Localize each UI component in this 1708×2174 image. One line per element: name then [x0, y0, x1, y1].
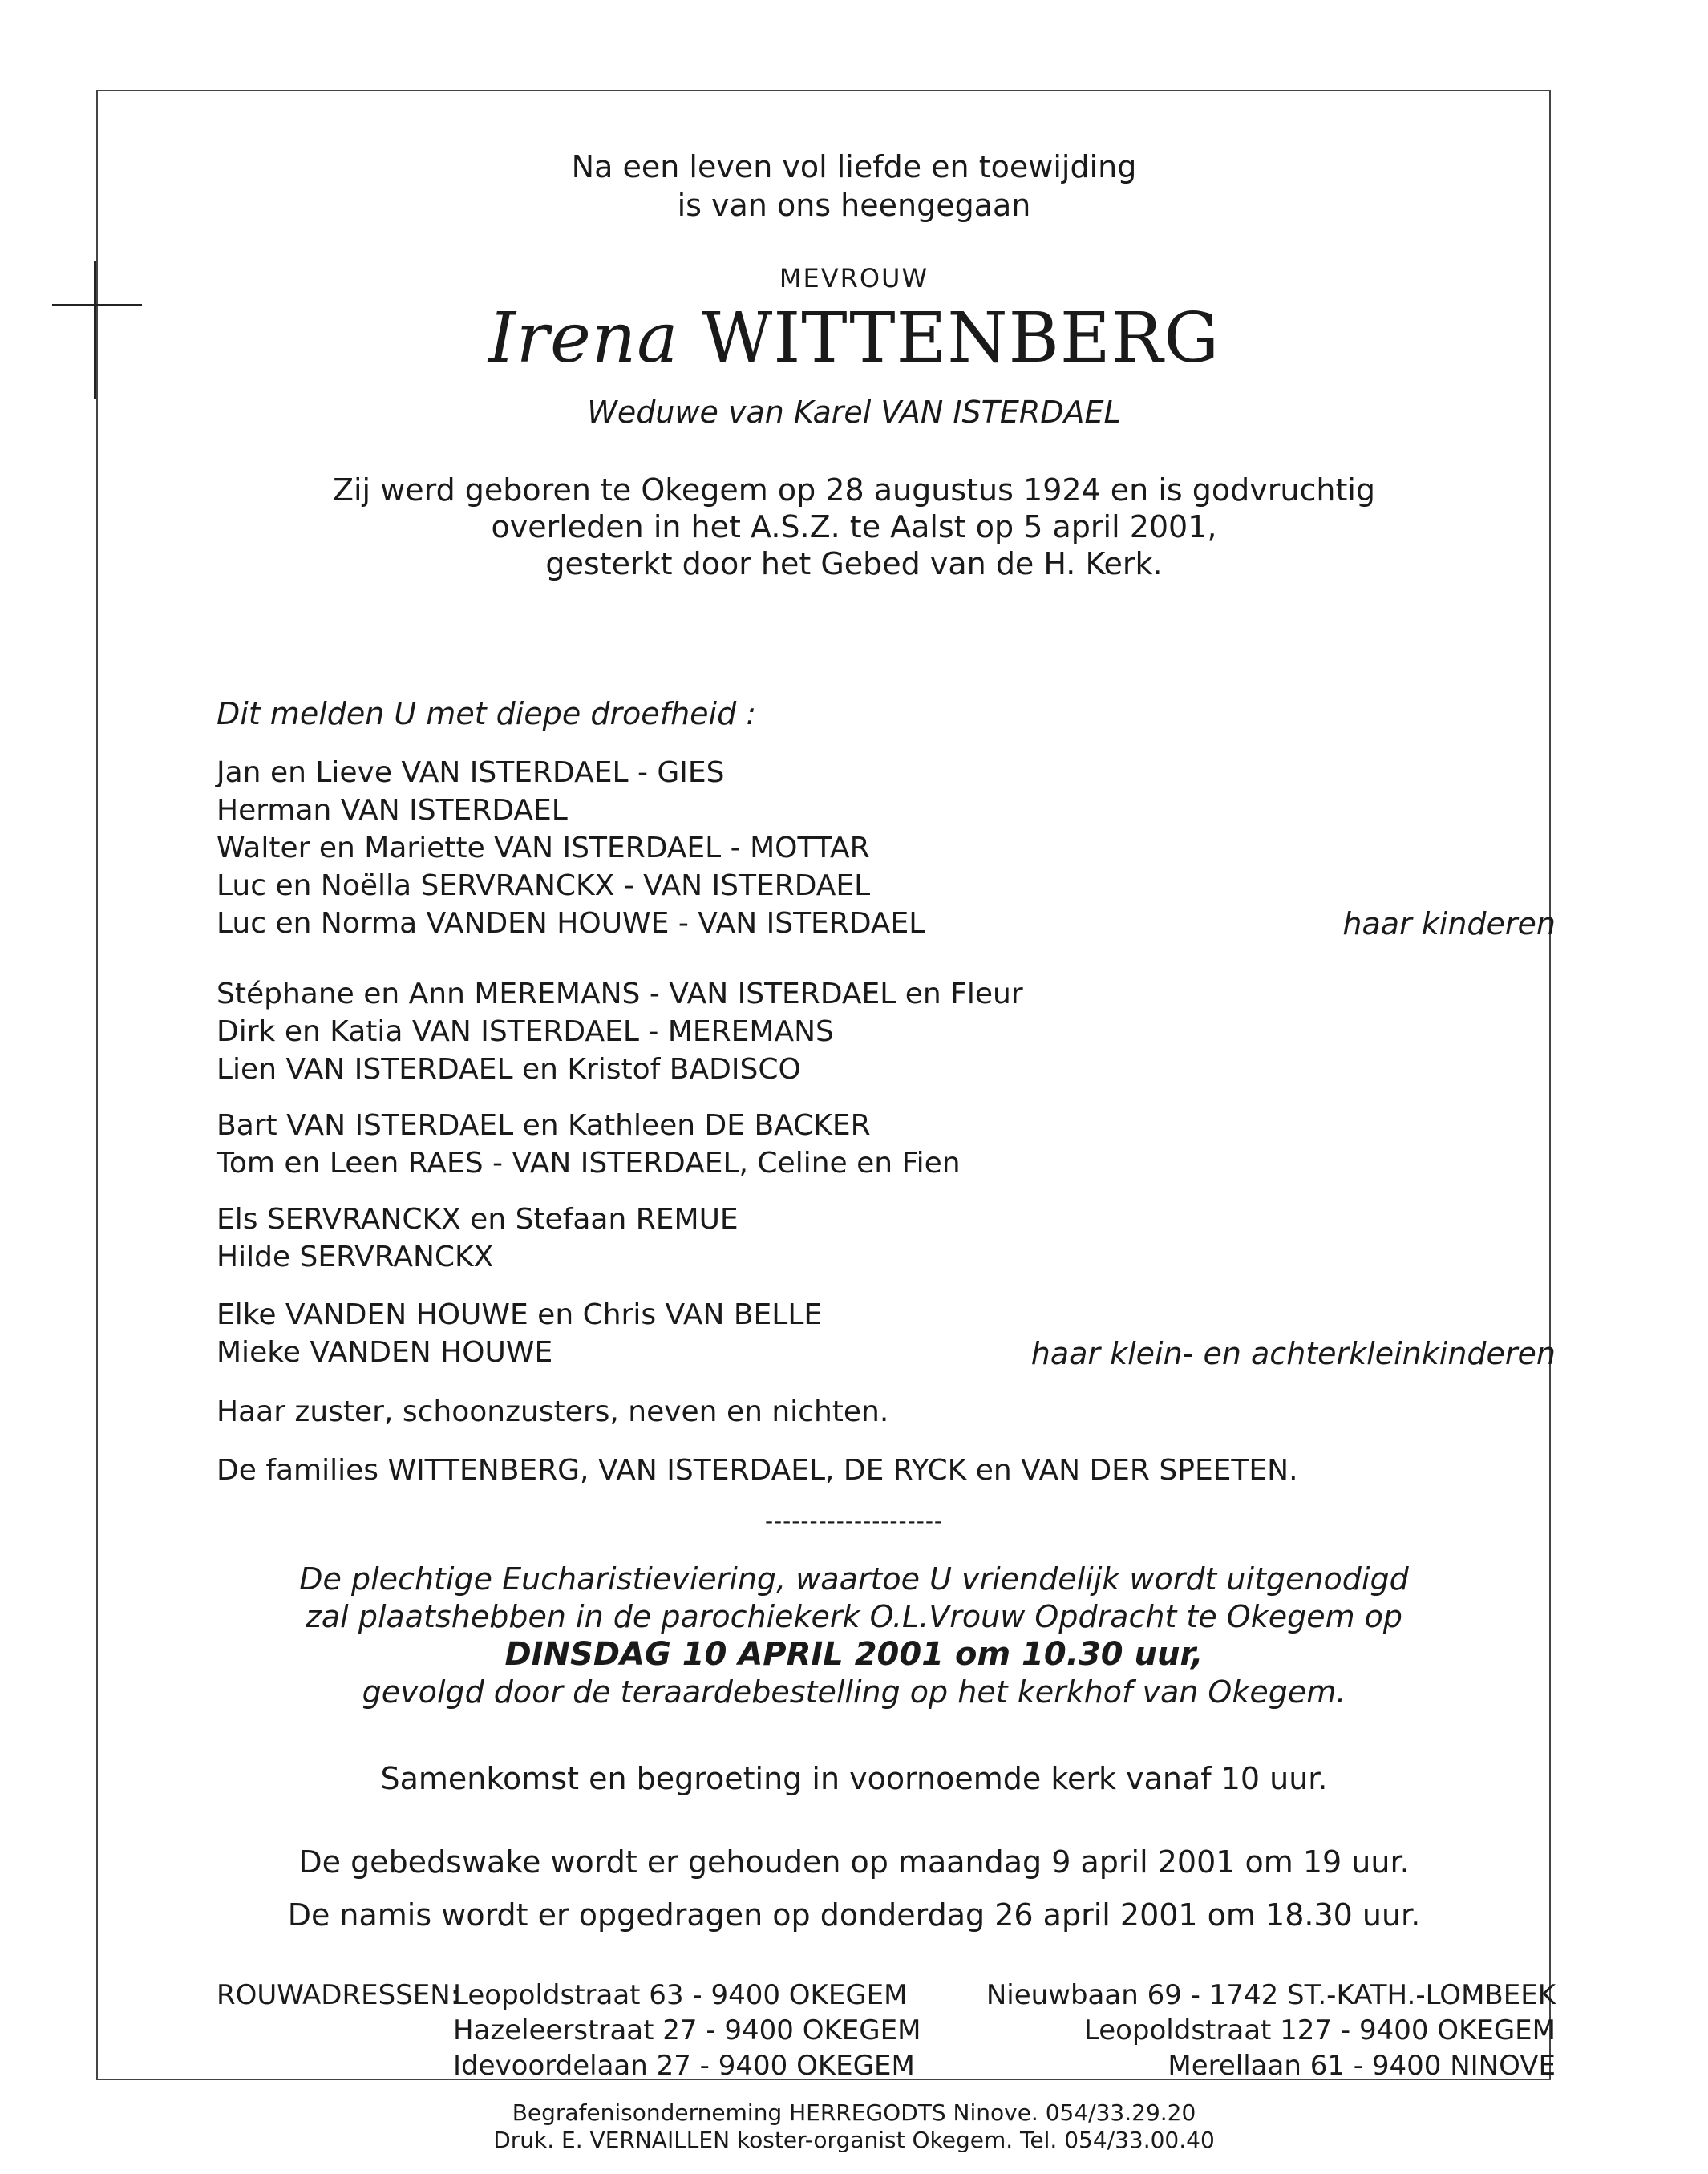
- children-list: [217, 754, 925, 942]
- families: De families WITTENBERG, VAN ISTERDAEL, DE RYCK en VAN DER SPEETEN.: [217, 1454, 1298, 1487]
- address: Nieuwbaan 69 - 1742 ST.-KATH.-LOMBEEK: [986, 1979, 1556, 2011]
- mass-line: zal plaatshebben in de parochiekerk O.L.Vrouw Opdracht te Okegem op: [305, 1599, 1403, 1634]
- widow-of: Weduwe van Karel VAN ISTERDAEL: [587, 395, 1121, 430]
- list-item: Elke VANDEN HOUWE en Chris VAN BELLE: [217, 1298, 823, 1331]
- intro-line: Na een leven vol liefde en toewijding: [571, 149, 1137, 184]
- mass-line: De plechtige Eucharistieviering, waartoe U vriendelijk wordt uitgenodigd: [299, 1561, 1409, 1597]
- list-item: Bart VAN ISTERDAEL en Kathleen DE BACKER: [217, 1109, 871, 1142]
- birth-death-line: overleden in het A.S.Z. te Aalst op 5 april 2001,: [491, 509, 1217, 545]
- deceased-last-name: WITTENBERG: [701, 298, 1220, 379]
- footer: [0, 2099, 1708, 2154]
- list-item: Lien VAN ISTERDAEL en Kristof BADISCO: [217, 1053, 801, 1086]
- mass-line: gevolgd door de teraardebestelling op het kerkhof van Okegem.: [362, 1674, 1346, 1710]
- intro-line: is van ons heengegaan: [677, 188, 1031, 223]
- grandchildren-group: [217, 1296, 822, 1371]
- mass-date: DINSDAG 10 APRIL 2001 om 10.30 uur,: [504, 1636, 1204, 1673]
- salutation: MEVROUW: [779, 263, 929, 294]
- deceased-name: [0, 298, 1708, 379]
- list-item: Jan en Lieve VAN ISTERDAEL - GIES: [217, 756, 725, 789]
- birth-death-text: [0, 472, 1708, 582]
- address: Idevoordelaan 27 - 9400 OKEGEM: [453, 2050, 915, 2082]
- list-item: Mieke VANDEN HOUWE: [217, 1336, 553, 1369]
- address: Hazeleerstraat 27 - 9400 OKEGEM: [453, 2014, 921, 2046]
- list-item: Hilde SERVRANCKX: [217, 1241, 494, 1273]
- addresses-label: ROUWADRESSEN:: [217, 1979, 460, 2011]
- children-label: haar kinderen: [1342, 906, 1556, 941]
- address: Merellaan 61 - 9400 NINOVE: [1168, 2050, 1556, 2082]
- list-item: Dirk en Katia VAN ISTERDAEL - MEREMANS: [217, 1015, 834, 1048]
- vigil-text: De gebedswake wordt er gehouden op maandag 9 april 2001 om 19 uur.: [298, 1844, 1410, 1880]
- separator: --------------------: [764, 1508, 944, 1534]
- grandchildren-group: [217, 975, 1023, 1088]
- announcement: Dit melden U met diepe droefheid :: [217, 696, 757, 731]
- address: Leopoldstraat 63 - 9400 OKEGEM: [453, 1979, 908, 2011]
- addresses-left: [453, 1978, 921, 2083]
- month-mass-text: De namis wordt er opgedragen op donderdag 26 april 2001 om 18.30 uur.: [287, 1897, 1421, 1933]
- list-item: Stéphane en Ann MEREMANS - VAN ISTERDAEL en Fleur: [217, 978, 1023, 1010]
- list-item: Luc en Noëlla SERVRANCKX - VAN ISTERDAEL: [217, 869, 871, 902]
- list-item: Els SERVRANCKX en Stefaan REMUE: [217, 1203, 739, 1236]
- list-item: Luc en Norma VANDEN HOUWE - VAN ISTERDAEL: [217, 907, 925, 940]
- gathering-text: Samenkomst en begroeting in voornoemde kerk vanaf 10 uur.: [380, 1761, 1328, 1796]
- grandchildren-label: haar klein- en achterkleinkinderen: [1030, 1336, 1556, 1371]
- footer-line: Druk. E. VERNAILLEN koster-organist Okegem. Tel. 054/33.00.40: [493, 2127, 1215, 2153]
- deceased-first-name: Irena: [488, 298, 679, 379]
- grandchildren-group: [217, 1200, 739, 1276]
- footer-line: Begrafenisonderneming HERREGODTS Ninove. 054/33.29.20: [512, 2099, 1196, 2126]
- mass-invitation: [0, 1561, 1708, 1711]
- address: Leopoldstraat 127 - 9400 OKEGEM: [1083, 2014, 1556, 2046]
- list-item: Tom en Leen RAES - VAN ISTERDAEL, Celine en Fien: [217, 1147, 961, 1180]
- list-item: Walter en Mariette VAN ISTERDAEL - MOTTAR: [217, 832, 870, 864]
- relatives: Haar zuster, schoonzusters, neven en nichten.: [217, 1395, 889, 1428]
- grandchildren-group: [217, 1107, 961, 1182]
- list-item: Herman VAN ISTERDAEL: [217, 794, 568, 827]
- intro-text: [0, 148, 1708, 225]
- birth-death-line: gesterkt door het Gebed van de H. Kerk.: [545, 546, 1163, 581]
- addresses-right: [962, 1978, 1556, 2083]
- birth-death-line: Zij werd geboren te Okegem op 28 augustus 1924 en is godvruchtig: [332, 472, 1376, 508]
